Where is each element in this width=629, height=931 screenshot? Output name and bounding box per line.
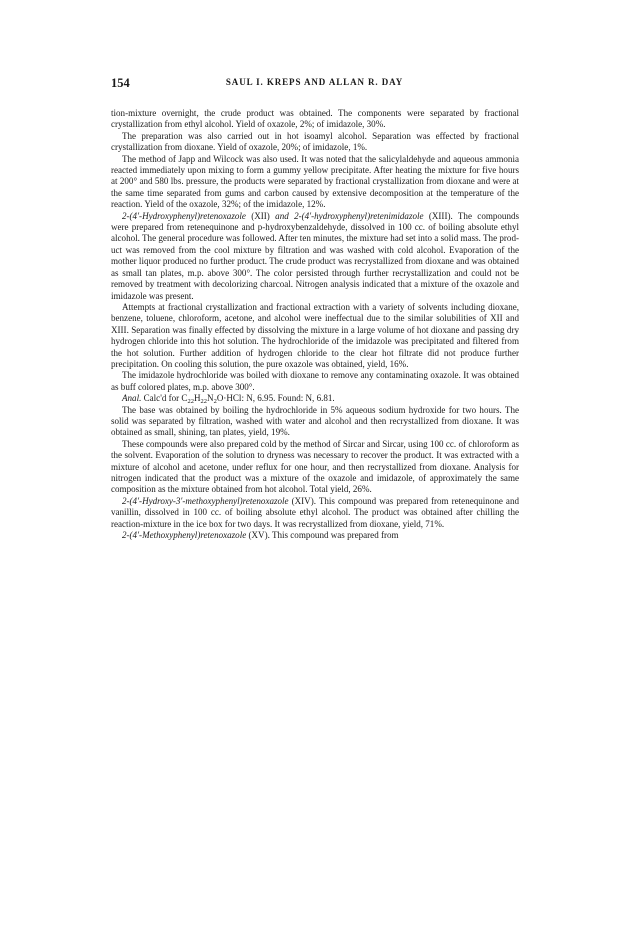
compound-title-xv: 2-(4′-Methoxyphenyl)retenoxazole bbox=[122, 530, 247, 541]
body-text bbox=[111, 108, 519, 541]
compound-title-xiii: 2-(4′-hydroxyphenyl)retenimidazole bbox=[294, 210, 424, 221]
formula-text: O·HCl: N, 6.95. Found: N, 6.81. bbox=[216, 393, 335, 404]
running-head: SAUL I. KREPS AND ALLAN R. DAY bbox=[225, 77, 404, 87]
paragraph-analysis bbox=[111, 393, 519, 404]
formula-text: Calc'd for C bbox=[141, 393, 188, 404]
compound-number-xii: (XII) bbox=[245, 210, 276, 221]
paragraph-compounds-xii-xiii bbox=[111, 211, 519, 302]
paragraph-xiv-text: (XIV). This compound was prepared from retenequinone and vanillin, dissolved in 100 cc. of boiling absolute ethyl alcohol. The product was obtained after chilling the reaction-mixture in the ice box for two days. It was recrystallized from dioxane, yield, 71%. bbox=[111, 495, 519, 529]
paragraph-sircar-method: These compounds were also prepared cold by the method of Sircar and Sircar, using 100 cc. of chloroform as the solvent. Evaporation of the solution to dryness was necessary to recover the product. It was extracted with a mixture of alcohol and acetone, under reflux for one hour, and then recrystallized from dioxane. Analysis for nitrogen indicated that the product was a mixture of the oxazole and imidazole, of approximately the same composition as the mixture obtained from hot alcohol. Total yield, 26%. bbox=[111, 438, 519, 495]
analysis-label: Anal. bbox=[122, 393, 142, 404]
formula-subscript: 22 bbox=[187, 398, 194, 406]
paragraph-japp-wilcock-method: The method of Japp and Wilcock was also used. It was noted that the salicylaldehyde and aqueous ammonia reacted immediately upon mixing to form a gummy yellow precipitate. After heating the mixture for five hours at 200° and 580 lbs. pressure, the products were separated by fractional crystallization from dioxane and were at the same time separated from gums and carbon caused by extensive decomposition at the temperature of the reaction. Yield of the oxazole, 32%; of the imidazole, 12%. bbox=[111, 153, 519, 210]
formula-subscript: 2 bbox=[213, 398, 217, 406]
compound-title-xii: 2-(4′-Hydroxyphenyl)retenoxazole bbox=[122, 210, 246, 221]
paragraph-xv-text: (XV). This compound was prepared from bbox=[246, 530, 399, 541]
page-number: 154 bbox=[111, 76, 130, 90]
paragraph-xii-xiii-text: (XIII). The compounds were prepared from retenequinone and p-hydroxybenzaldehyde, dissolved in 100 cc. of boiling absolute ethyl alcohol. The general procedure was followed. After ten minutes, the mixture had set into a solid mass. The product was removed from the cool mixture by filtration and was washed with cold alcohol. Evaporation of the mother liquor produced no further product. The crude product was recrystallized from dioxane and was obtained as small tan plates, m.p. above 300°. The color persisted through further recrystallization and could not be removed by treatment with decolorizing charcoal. Nitrogen analysis indicated that a mixture of the oxazole and imidazole was present. bbox=[111, 210, 520, 301]
formula-subscript: 22 bbox=[200, 398, 208, 406]
formula-text: H bbox=[193, 393, 201, 404]
paragraph-continuation: tion-mixture overnight, the crude product was obtained. The components were separated by fractional crystallization from ethyl alcohol. Yield of oxazole, 2%; of imidazole, 30%. bbox=[111, 108, 519, 130]
paragraph-separation-attempts: Attempts at fractional crystallization and fractional extraction with a variety of solvents including dioxane, benzene, toluene, chloroform, acetone, and alcohol were ineffectual due to the similar solubilities of XII and XIII. Separation was finally effected by dissolving the mixture in a large volume of hot dioxane and passing dry hydrogen chloride into this hot solution. The hydrochloride of the imidazole was precipitated and filtered from the hot solution. Further addition of hydrogen chloride to the clear hot filtrate did not produce further precipitation. On cooling this solution, the pure oxazole was obtained, yield, 16%. bbox=[111, 301, 519, 369]
paragraph-imidazole-hydrochloride: The imidazole hydrochloride was boiled with dioxane to remove any contaminating oxazole. It was obtained as buff colored plates, m.p. above 300°. bbox=[111, 370, 519, 392]
conjunction-and: and bbox=[275, 210, 289, 221]
paragraph-isoamyl-alcohol: The preparation was also carried out in hot isoamyl alcohol. Separation was effected by fractional crystallization from dioxane. Yield of oxazole, 20%; of imidazole, 1%. bbox=[111, 130, 519, 153]
paragraph-base-preparation: The base was obtained by boiling the hydrochloride in 5% aqueous sodium hydroxide for two hours. The solid was separated by filtration, washed with water and alcohol and then recrystallized from dioxane. It was obtained as small, shining, tan plates, yield, 19%. bbox=[111, 404, 519, 438]
formula-text: N bbox=[207, 393, 214, 404]
paragraph-compound-xiv bbox=[111, 496, 519, 530]
paragraph-compound-xv bbox=[111, 530, 519, 541]
page-header bbox=[111, 76, 518, 92]
compound-title-xiv: 2-(4′-Hydroxy-3′-methoxyphenyl)retenoxazole bbox=[122, 495, 289, 506]
